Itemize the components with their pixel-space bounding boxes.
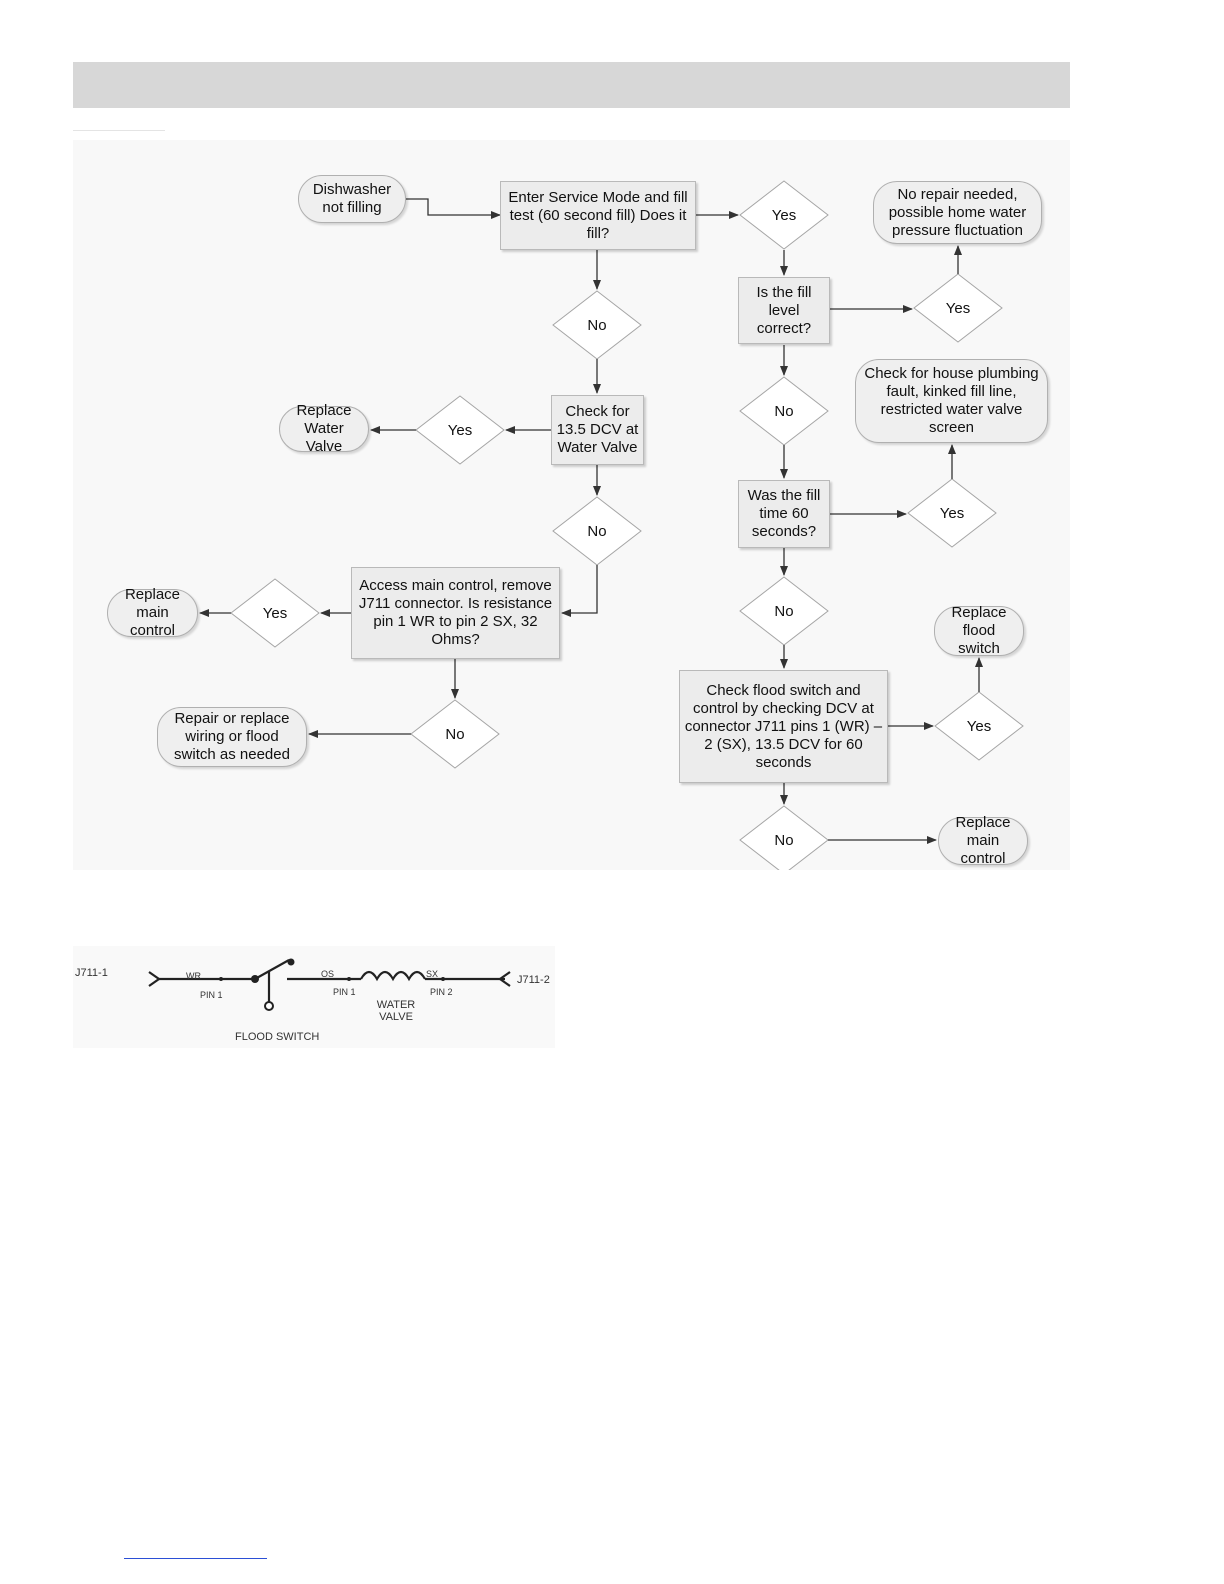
decision-diamond	[231, 579, 319, 647]
wr-label: WR	[186, 971, 201, 981]
decision-no-level: No	[774, 402, 794, 420]
flood-switch-label: FLOOD SWITCH	[235, 1031, 320, 1043]
fill-level-question-box: Is the fill level correct?	[738, 277, 830, 344]
decision-yes-resistance: Yes	[262, 604, 288, 622]
decision-no-resistance: No	[445, 725, 465, 743]
decision-yes-level: Yes	[945, 299, 971, 317]
service-mode-fill-test-box: Enter Service Mode and fill test (60 second fill) Does it fill?	[500, 181, 696, 250]
decision-no-fill: No	[587, 316, 607, 334]
decision-diamond	[553, 497, 641, 565]
decision-no-time: No	[774, 602, 794, 620]
decision-no-dcv: No	[587, 522, 607, 540]
troubleshooting-flowchart	[73, 140, 1070, 870]
replace-flood-switch: Replace flood switch	[934, 606, 1024, 656]
replace-main-control-left: Replace main control	[107, 589, 198, 637]
check-house-plumbing: Check for house plumbing fault, kinked fill line, restricted water valve screen	[855, 359, 1048, 443]
valve-pin2-label: PIN 2	[430, 987, 453, 997]
decision-yes-flood: Yes	[966, 717, 992, 735]
connector-j711-2-label: J711-2	[517, 974, 550, 986]
decision-no-flood: No	[774, 831, 794, 849]
decision-diamond	[935, 692, 1023, 760]
decision-diamond	[908, 479, 996, 547]
decision-diamond	[411, 700, 499, 768]
start-dishwasher-not-filling: Dishwasher not filling	[298, 175, 406, 223]
decision-diamond	[416, 396, 504, 464]
decision-diamond	[553, 291, 641, 359]
wiring-diagram	[73, 946, 555, 1048]
decision-diamond	[914, 274, 1002, 342]
decision-diamond	[740, 577, 828, 645]
replace-water-valve: Replace Water Valve	[279, 406, 369, 452]
fill-time-question-box: Was the fill time 60 seconds?	[738, 480, 830, 548]
check-flood-switch-box: Check flood switch and control by checking DCV at connector J711 pins 1 (WR) – 2 (SX), 13.5 DCV for 60 seconds	[679, 670, 888, 783]
decision-yes-dcv: Yes	[447, 421, 473, 439]
sx-label: SX	[426, 969, 439, 979]
replace-main-control-right: Replace main control	[938, 817, 1028, 865]
decision-diamond	[740, 806, 828, 870]
repair-wiring-or-flood-switch: Repair or replace wiring or flood switch as needed	[157, 707, 307, 767]
os-label: OS	[321, 969, 335, 979]
decision-diamond	[740, 181, 828, 249]
valve-pin1-label: PIN 1	[333, 987, 356, 997]
decision-yes-fill: Yes	[771, 206, 797, 224]
connector-arrow	[406, 199, 500, 215]
flood-switch-pin1-label: PIN 1	[200, 990, 223, 1000]
no-repair-needed: No repair needed, possible home water pressure fluctuation	[873, 181, 1042, 244]
check-13-5-dcv-box: Check for 13.5 DCV at Water Valve	[551, 395, 644, 465]
section-header-bar	[73, 62, 1070, 108]
water-valve-label: WATER VALVE	[376, 999, 416, 1023]
access-main-control-box: Access main control, remove J711 connector. Is resistance pin 1 WR to pin 2 SX, 32 Ohms?	[351, 567, 560, 659]
decision-yes-time: Yes	[939, 504, 965, 522]
header-rule	[73, 130, 165, 131]
footer-link-underline[interactable]	[124, 1558, 267, 1559]
connector-arrow	[562, 565, 597, 613]
connector-j711-1-label: J711-1	[75, 967, 108, 979]
decision-diamond	[740, 377, 828, 445]
